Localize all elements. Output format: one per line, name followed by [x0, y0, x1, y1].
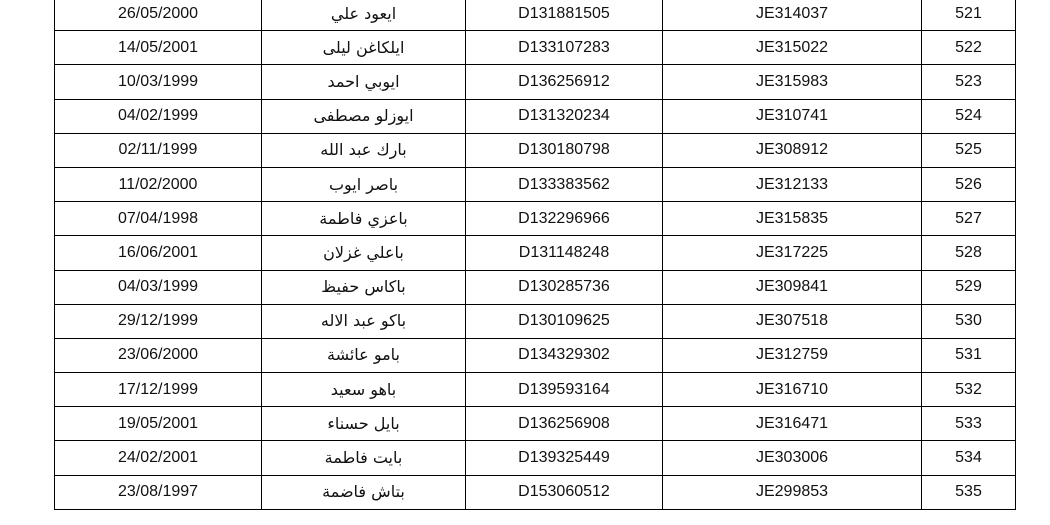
id-code-cell: D131881505: [466, 0, 663, 31]
table-row: [55, 338, 1016, 372]
je-code-cell: JE308912: [663, 133, 922, 167]
id-code-cell: D136256908: [466, 407, 663, 441]
birth-date-cell: 07/04/1998: [55, 202, 262, 236]
name-cell: باصر ايوب: [262, 167, 466, 201]
row-number-cell: 527: [922, 202, 1016, 236]
birth-date-cell: 16/06/2001: [55, 236, 262, 270]
row-number-cell: 521: [922, 0, 1016, 31]
row-number-cell: 524: [922, 99, 1016, 133]
birth-date-cell: 19/05/2001: [55, 407, 262, 441]
row-number-cell: 522: [922, 31, 1016, 65]
records-table-body: [55, 0, 1016, 509]
name-cell: باهو سعيد: [262, 373, 466, 407]
id-code-cell: D133383562: [466, 167, 663, 201]
id-code-cell: D139325449: [466, 441, 663, 475]
row-number-cell: 534: [922, 441, 1016, 475]
birth-date-cell: 02/11/1999: [55, 133, 262, 167]
birth-date-cell: 29/12/1999: [55, 304, 262, 338]
table-row: [55, 133, 1016, 167]
table-row: [55, 167, 1016, 201]
je-code-cell: JE315983: [663, 65, 922, 99]
name-cell: بايت فاطمة: [262, 441, 466, 475]
birth-date-cell: 04/02/1999: [55, 99, 262, 133]
je-code-cell: JE312759: [663, 338, 922, 372]
name-cell: باعزي فاطمة: [262, 202, 466, 236]
table-row: [55, 236, 1016, 270]
birth-date-cell: 14/05/2001: [55, 31, 262, 65]
table-row: [55, 65, 1016, 99]
id-code-cell: D131148248: [466, 236, 663, 270]
id-code-cell: D139593164: [466, 373, 663, 407]
name-cell: ايعود علي: [262, 0, 466, 31]
birth-date-cell: 17/12/1999: [55, 373, 262, 407]
name-cell: بتاش فاضمة: [262, 475, 466, 509]
id-code-cell: D132296966: [466, 202, 663, 236]
je-code-cell: JE315022: [663, 31, 922, 65]
row-number-cell: 530: [922, 304, 1016, 338]
row-number-cell: 532: [922, 373, 1016, 407]
je-code-cell: JE303006: [663, 441, 922, 475]
row-number-cell: 525: [922, 133, 1016, 167]
id-code-cell: D133107283: [466, 31, 663, 65]
records-table: [54, 0, 1016, 510]
name-cell: ايوبي احمد: [262, 65, 466, 99]
name-cell: ايلكاغن ليلى: [262, 31, 466, 65]
table-row: [55, 441, 1016, 475]
name-cell: بارك عبد الله: [262, 133, 466, 167]
je-code-cell: JE299853: [663, 475, 922, 509]
table-row: [55, 99, 1016, 133]
table-row: [55, 270, 1016, 304]
row-number-cell: 526: [922, 167, 1016, 201]
id-code-cell: D136256912: [466, 65, 663, 99]
je-code-cell: JE309841: [663, 270, 922, 304]
birth-date-cell: 04/03/1999: [55, 270, 262, 304]
table-row: [55, 373, 1016, 407]
name-cell: باكو عبد الاله: [262, 304, 466, 338]
name-cell: ايوزلو مصطفى: [262, 99, 466, 133]
birth-date-cell: 26/05/2000: [55, 0, 262, 31]
je-code-cell: JE307518: [663, 304, 922, 338]
je-code-cell: JE314037: [663, 0, 922, 31]
name-cell: باعلي غزلان: [262, 236, 466, 270]
row-number-cell: 531: [922, 338, 1016, 372]
table-row: [55, 0, 1016, 31]
birth-date-cell: 11/02/2000: [55, 167, 262, 201]
id-code-cell: D130285736: [466, 270, 663, 304]
name-cell: بامو عائشة: [262, 338, 466, 372]
je-code-cell: JE315835: [663, 202, 922, 236]
table-row: [55, 407, 1016, 441]
row-number-cell: 529: [922, 270, 1016, 304]
birth-date-cell: 10/03/1999: [55, 65, 262, 99]
table-row: [55, 475, 1016, 509]
je-code-cell: JE310741: [663, 99, 922, 133]
je-code-cell: JE317225: [663, 236, 922, 270]
je-code-cell: JE316710: [663, 373, 922, 407]
id-code-cell: D134329302: [466, 338, 663, 372]
row-number-cell: 533: [922, 407, 1016, 441]
id-code-cell: D130109625: [466, 304, 663, 338]
je-code-cell: JE316471: [663, 407, 922, 441]
name-cell: باكاس حفيظ: [262, 270, 466, 304]
je-code-cell: JE312133: [663, 167, 922, 201]
birth-date-cell: 24/02/2001: [55, 441, 262, 475]
name-cell: بايل حسناء: [262, 407, 466, 441]
row-number-cell: 535: [922, 475, 1016, 509]
row-number-cell: 523: [922, 65, 1016, 99]
row-number-cell: 528: [922, 236, 1016, 270]
id-code-cell: D130180798: [466, 133, 663, 167]
table-row: [55, 202, 1016, 236]
id-code-cell: D153060512: [466, 475, 663, 509]
birth-date-cell: 23/08/1997: [55, 475, 262, 509]
table-row: [55, 304, 1016, 338]
table-row: [55, 31, 1016, 65]
birth-date-cell: 23/06/2000: [55, 338, 262, 372]
id-code-cell: D131320234: [466, 99, 663, 133]
